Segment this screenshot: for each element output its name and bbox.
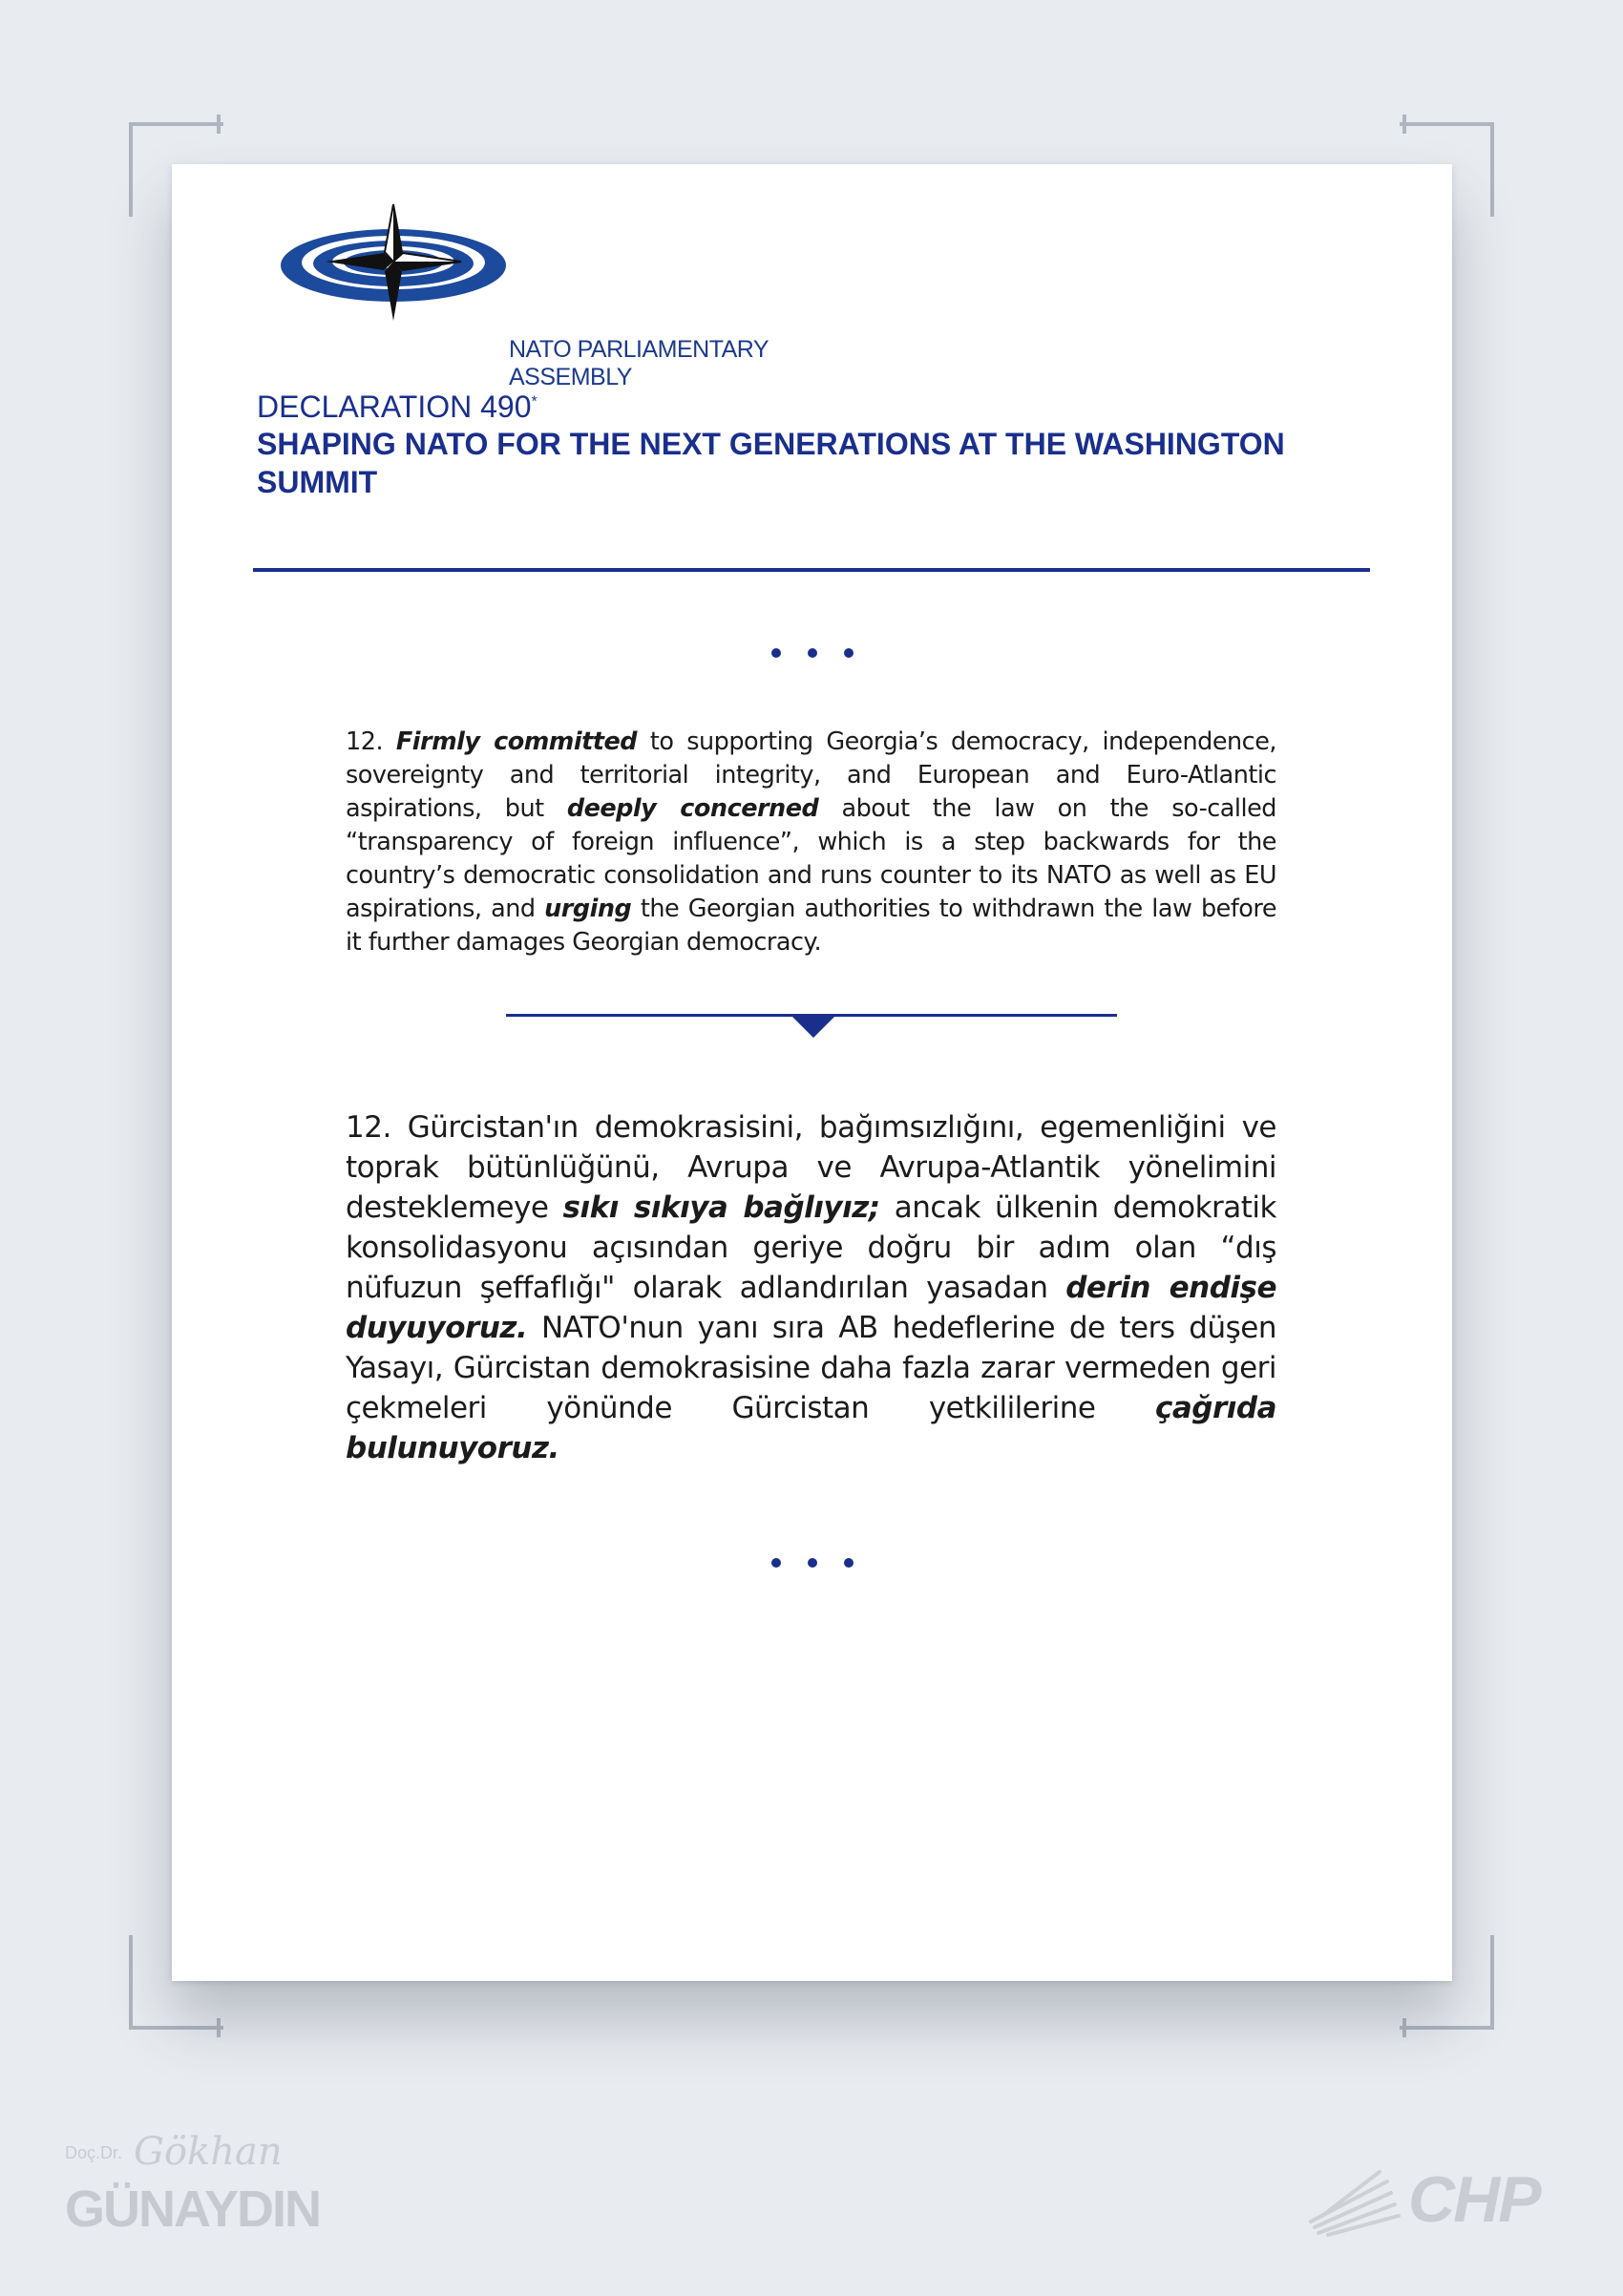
ellipsis-top [172,643,1452,662]
nato-pa-logo [272,202,807,390]
title-line-1: SHAPING NATO FOR THE NEXT GENERATIONS AT THE WASHINGTON [257,427,1285,461]
ellipsis-bottom [172,1553,1452,1571]
paragraph-english: 12. Firmly committed to supporting Georgia’s democracy, independence, sovereignty and territorial integrity, and European and Euro-Atlantic aspirations, but deeply concerned about the law on the so-called “transparency of foreign influence”, which is a step backwards for the country’s democratic consolidation and runs counter to its NATO as well as EU aspirations, and urging the Georgian authorities to withdrawn the law before it further damages Georgian democracy. [346,727,1277,957]
author-name: GÜNAYDIN [65,2180,321,2238]
down-arrow-icon [792,1017,834,1038]
footnote-marker: * [531,393,537,411]
declaration-number: DECLARATION 490* [257,390,537,424]
emphasis-urging: urging [544,895,632,923]
emphasis-firmly-committed: Firmly committed [395,727,638,756]
author-title: Doç.Dr. [65,2143,123,2162]
paragraph-turkish: 12. Gürcistan'ın demokrasisini, bağımsızlığını, egemenliğini ve toprak bütünlüğünü, Avrupa ve Avrupa-Atlantik yönelimini desteklemeye sıkı sıkıya bağlıyız; ancak ülkenin demokratik konsolidasyonu açısından geriye doğru bir adım olan “dış nüfuzun şeffaflığı" olarak adlandırılan yasadan derin endişe duyuyoruz. NATO'nun yanı sıra AB hedeflerine de ters düşen Yasayı, Gürcistan demokrasisine daha fazla zarar vermeden geri çekmeleri yönünde Gürcistan yetkililerine çağrıda bulunuyoruz. [346,1110,1276,1465]
emphasis-derin-endise: derin endişe duyuyoruz. [346,1271,1276,1345]
header-rule [253,568,1370,572]
party-watermark [1303,2162,1561,2239]
party-logo-text: CHP [1408,2163,1540,2236]
emphasis-deeply-concerned: deeply concerned [566,794,819,823]
author-signature: Gökhan [134,2130,283,2174]
party-arrows-icon [1303,2162,1408,2239]
author-watermark [65,2130,321,2248]
organization-name: NATO PARLIAMENTARY ASSEMBLY [509,336,769,390]
declaration-title [257,425,1383,501]
title-line-2: SUMMIT [257,465,378,499]
emphasis-siki-sikiya-bagliyiz: sıkı sıkıya bağlıyız; [562,1190,880,1225]
nato-emblem-icon [272,202,807,336]
document-page [172,164,1452,1981]
emphasis-cagrida-bulunuyoruz: çağrıda bulunuyoruz. [346,1391,1276,1465]
